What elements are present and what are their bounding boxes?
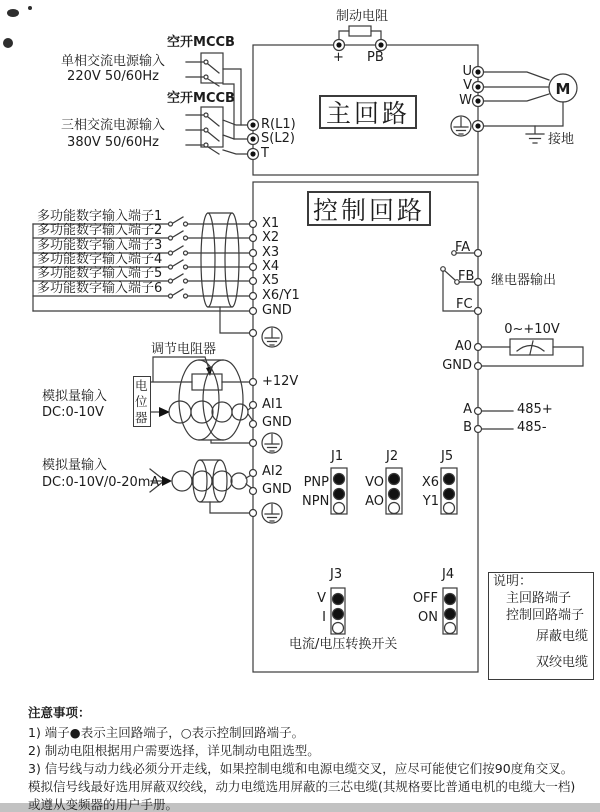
note-item-3: 3) 信号线与动力线必须分开走线，如果控制电缆和电源电缆交叉，应尽可能使它们按90度角交叉。模拟信号线最好选用屏蔽双绞线，动力电缆选用屏蔽的三芯电缆(其规格要比普通电机的电缆大一档)或遵从变频器的用户手册。: [28, 761, 576, 812]
terminal-gnd-ai2-label: GND: [262, 482, 292, 497]
digital-input-label-2: 多功能数字输入端子2: [37, 223, 163, 238]
jumper-j5-top-label: X6: [421, 475, 439, 490]
note-item-2: 2) 制动电阻根据用户需要选择，详见制动电阻选型。: [28, 743, 320, 758]
scan-smudges: [3, 6, 32, 48]
three-phase-label: 三相交流电源输入: [60, 118, 165, 133]
jumper-j2-name: J2: [386, 449, 399, 464]
terminal-u-label: U: [462, 64, 472, 79]
terminal-s-label: S(L2): [261, 131, 295, 146]
terminal-fa-label: FA: [455, 240, 471, 255]
potentiometer-circuit: [149, 374, 249, 417]
jumper-j2-top-label: VO: [365, 475, 384, 490]
analog1-label: 模拟量输入: [42, 389, 108, 404]
jumper-j1: [331, 468, 347, 514]
potentiometer-label: 电位器: [133, 376, 151, 427]
rs485-wires: [482, 411, 513, 429]
jumper-j1-name: J1: [331, 449, 344, 464]
terminal-x1-label: X1: [262, 216, 280, 231]
jumper-j3: [331, 588, 345, 634]
digital-input-label-6: 多功能数字输入端子6: [37, 281, 163, 296]
jumper-j1-bottom-label: NPN: [302, 494, 330, 509]
terminal-plus-label: +: [333, 50, 344, 65]
digital-input-label-4: 多功能数字输入端子4: [37, 252, 163, 267]
mccb2-breaker-icon: [186, 107, 247, 154]
terminal-gnd-digital-label: GND: [262, 303, 292, 318]
jumper-j5-bottom-label: Y1: [422, 494, 439, 509]
switch-caption: 电流/电压转换开关: [289, 637, 398, 652]
jumper-j3-bottom-label: I: [322, 610, 326, 625]
legend-main-terminal-label: 主回路端子: [506, 591, 572, 606]
terminal-ai1-label: AI1: [262, 397, 283, 412]
three-phase-rating: 380V 50/60Hz: [67, 135, 159, 150]
jumper-j5-name: J5: [441, 449, 454, 464]
analog2-label: 模拟量输入: [42, 458, 108, 473]
terminal-x2-label: X2: [262, 230, 280, 245]
brake-resistor-label: 制动电阻: [335, 9, 388, 24]
terminal-gnd-ai1-label: GND: [262, 415, 292, 430]
brake-resistor-icon: [339, 26, 381, 39]
jumper-j2-bottom-label: AO: [365, 494, 384, 509]
terminal-x5-label: X5: [262, 273, 280, 288]
shield-cable-ai1: [179, 360, 249, 443]
jumper-j4-name: J4: [442, 567, 455, 582]
terminal-a-label: A: [463, 402, 472, 417]
single-phase-rating: 220V 50/60Hz: [67, 69, 159, 84]
shield-cable-ai2: [193, 460, 249, 513]
pe-terminal-icon-3: [262, 503, 282, 523]
terminal-b-label: B: [463, 420, 472, 435]
motor-wires: [484, 72, 549, 101]
digital-input-switches: [169, 217, 188, 298]
jumper-j2: [386, 468, 402, 514]
control-circuit-title: 控制回路: [307, 191, 431, 226]
rs485-minus-label: 485-: [517, 420, 547, 435]
terminal-r-label: R(L1): [261, 117, 296, 132]
voltmeter-icon: [482, 339, 583, 366]
terminal-gnd-a0-label: GND: [442, 358, 472, 373]
terminal-fb-label: FB: [458, 269, 475, 284]
analog2-range: DC:0-10V/0-20mA: [42, 475, 160, 490]
terminal-t-label: T: [261, 146, 269, 161]
ground-label: 接地: [548, 132, 575, 147]
digital-input-label-5: 多功能数字输入端子5: [37, 266, 163, 281]
terminal-x6y1-label: X6/Y1: [262, 288, 300, 303]
adjust-resistor-label: 调节电阻器: [151, 342, 217, 357]
jumper-j5: [441, 468, 457, 514]
jumper-j3-name: J3: [330, 567, 343, 582]
terminal-w-label: W: [459, 93, 472, 108]
motor-label: M: [555, 80, 571, 98]
notes-title: 注意事项：: [28, 705, 91, 720]
digital-input-label-3: 多功能数字输入端子3: [37, 238, 163, 253]
terminal-pb-label: PB: [367, 50, 384, 65]
terminal-fc-label: FC: [456, 297, 473, 312]
mccb1-label: 空开MCCB: [167, 35, 235, 50]
legend-title: 说明：: [493, 574, 533, 589]
pe-terminal-icon-main: [451, 116, 471, 136]
digital-input-label-1: 多功能数字输入端子1: [37, 209, 163, 224]
jumper-j3-top-label: V: [317, 591, 326, 606]
terminal-ai2-label: AI2: [262, 464, 283, 479]
legend-twisted-cable-label: 双绞电缆: [536, 655, 589, 670]
legend-shield-cable-label: 屏蔽电缆: [536, 629, 589, 644]
jumper-j4-bottom-label: ON: [418, 610, 438, 625]
terminal-v-label: V: [463, 78, 472, 93]
mccb2-label: 空开MCCB: [167, 91, 235, 106]
jumper-j4: [443, 588, 457, 634]
shield-cable-digital: [201, 213, 239, 307]
legend-control-terminal-label: 控制回路端子: [506, 608, 585, 623]
terminal-x4-label: X4: [262, 259, 280, 274]
single-phase-label: 单相交流电源输入: [60, 54, 165, 69]
jumper-j4-top-label: OFF: [412, 591, 438, 606]
pe-terminal-icon-1: [262, 327, 282, 347]
note-item-1: 1) 端子●表示主回路端子，○表示控制回路端子。: [28, 725, 305, 740]
terminal-a0-label: A0: [454, 339, 472, 354]
terminal-12v-label: +12V: [262, 374, 299, 389]
analog1-range: DC:0-10V: [42, 405, 104, 420]
pe-terminal-icon-2: [262, 433, 282, 453]
jumper-j1-top-label: PNP: [303, 475, 329, 490]
analog-output-range: 0~+10V: [504, 322, 560, 337]
rs485-plus-label: 485+: [517, 402, 553, 417]
relay-output-label: 继电器输出: [491, 273, 557, 288]
main-circuit-title: 主回路: [319, 95, 417, 129]
terminal-x3-label: X3: [262, 245, 280, 260]
